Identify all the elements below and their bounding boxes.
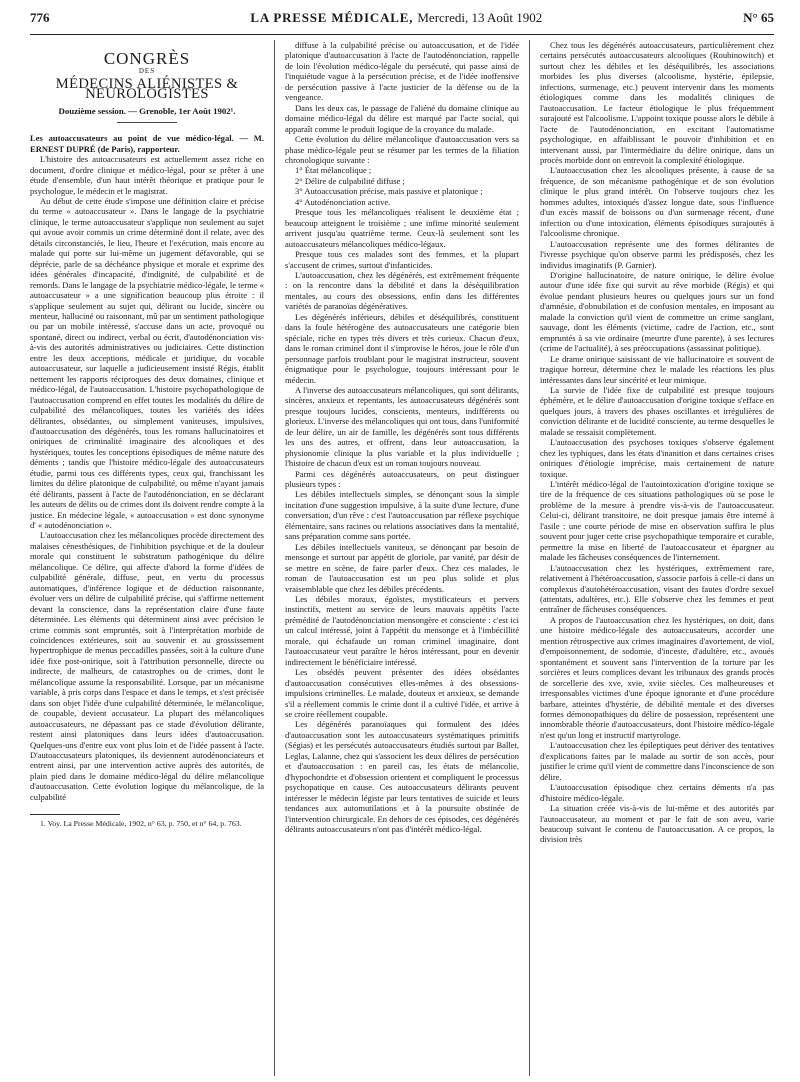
paragraph: Presque tous ces malades sont des femmes, et la plupart s'accusent de crimes, surtout d'infanticides. bbox=[285, 249, 519, 270]
paragraph: 3° Autoaccusation précise, mais passive et platonique ; bbox=[295, 186, 483, 197]
issue-number: N° 65 bbox=[743, 10, 774, 25]
paragraph: 2° Délire de culpabilité diffuse ; bbox=[295, 175, 405, 186]
paragraph: A l'inverse des autoaccusateurs mélancoliques, qui sont délirants, sincères, anxieux et repentants, les autoaccusateurs dégénérés sont presque toujours lucides, conscients, menteurs, indifférents ou glorieux. L'inverse des mélancoliques qui ont tous, dans l'uniformité de leur délire, un air de famille, les dégénérés sont tous différents les uns des autres, et offrent, dans leur autoaccusation, la physionomie clinique la plus variable et la plus individuelle ; l'histoire de chacun d'eux est un roman toujours nouveau. bbox=[285, 384, 519, 469]
footnote-rule bbox=[30, 814, 120, 815]
paragraph: L'autoaccusation chez les épileptiques peut dériver des tentatives d'explications faites par le malade au sortir de son accès, pour justifier le crime qu'il vient de commettre dans l'inconscience de son délire. bbox=[540, 740, 774, 782]
paragraph: Les débiles moraux, égoïstes, mystificateurs et pervers instinctifs, mettent au service de leurs mauvais appétits l'acte prémédité de l'autodénonciation mensongère et consciente : c'est ici un calcul intéressé, joint à l'appétit du mensonge et à l'imbécillité morale, qui échafaude un roman criminel imaginaire, dont l'autoaccusateur veut paraître le héros intéressant, pour en devenir indirectement le bénéficiaire intéressé. bbox=[285, 594, 519, 667]
article-columns bbox=[30, 40, 774, 1076]
paragraph: L'autoaccusation épisodique chez certains déments n'a pas d'histoire médico-légale. bbox=[540, 782, 774, 803]
paragraph: Au début de cette étude s'impose une définition claire et précise du terme « autoaccusateur ». Dans le langage de la psychiatrie clinique, le terme autoaccusateur s'applique non seulement au sujet qui avoue avoir commis un crime déterminé dont il relate, avec des détails circonstanciés, le lieu, l'heure et l'exécution, mais encore au malade qui porte sur lui-même un jugement défavorable, qui se déprécie, parle de sa déchéance physique et morale et exprime des idées générales d'incapacité, d'indignité, de culpabilité et de remords. Dans le langage de la psychiatrie médico-légale, le terme « autoaccusateur » a une signification beaucoup plus étroite : il s'applique seulement au sujet qui, délirant ou lucide, sincère ou menteur, halluciné ou raisonnant, mû par un sentiment pathologique ou par un mobile intéressé, s'accuse dans un acte, provoqué ou spontané, direct ou indirect, verbal ou écrit, d'autodénonciation vis-à-vis des autorités administratives ou judiciaires. Cette distinction entre les deux acceptions, médicale et juridique, du vocable autoaccusateur, sur laquelle a judicieusement insisté Régis, établit nettement les rapports réciproques des deux domaines, clinique et médico-légal, de l'autoaccusation. L'histoire psychopathologique de l'autoaccusation comprend en effet toutes les modalités du délire de culpabilité des mélancoliques, toutes les variétés des idées délirantes, obsédantes, ou simplement vaniteuses, impulsives, d'autoaccusation des dégénérés, tous les romans hallucinatoires et oniriques de criminalité imaginaire des alcooliques et des hystériques, toutes les conceptions épisodiques de même nature des déments ; tandis que l'histoire médico-légale des autoaccusateurs étudie, parmi tous ces différents types, ceux qui, franchissant les limites du délire platonique de culpabilité, ou même n'ayant jamais été délirants, passent à l'acte de l'autodénonciation, en se déclarant les auteurs de délits ou de crimes dont ils doivent rendre compte à la justice. En médecine légale, « autoaccusation » est donc synonyme d' « autodénonciation ». bbox=[30, 195, 264, 531]
paragraph: L'autoaccusation représente une des formes délirantes de l'ivresse psychique qu'on observe parmi les prédisposés, chez les individus imaginatifs (P. Garnier). bbox=[540, 238, 774, 270]
section-heading bbox=[30, 49, 264, 123]
paragraph: L'intérêt médico-légal de l'autointoxication d'origine toxique se tire de la fréquence de ces situations pathologiques où se pose le problème de la mesure à prendre vis-à-vis de l'autoaccusateur. Celui-ci, délirant transitoire, ne doit presque jamais être interné à l'asile : une courte période de mise en observation suffira le plus souvent pour juger cette crise psychopathique temporaire et curable, permettre la mise en liberté de l'autoaccusateur et épargner au malade les fâcheuses conséquences de l'internement. bbox=[540, 479, 774, 563]
paragraph: L'autoaccusation chez les mélancoliques procède directement des malaises cénesthésiques, de l'inhibition psychique et de la douleur morale qui constituent le substratum pathogénique du délire mélancolique. Ce délire, qui affecte d'abord la forme d'idées de culpabilité générale, diffuse, peut, en vertu du processus automatiques, d'inférence logique et de déduction raisonnante, évoluer vers un délire de culpabilité précise, qui s'affirme nettement devant la conscience, dans la représentation claire d'une faute déterminée. Les éléments qui déterminent ainsi avec précision le crime commis sont empruntés, soit à l'interprétation morbide de coïncidences extérieures, soit au souvenir et au grossissement hypertrophique de menus peccadilles passées, soit à la culture d'une idée fixe post-onirique, soit à l'attribution personnelle, directe ou indirecte, de malheurs, de catastrophes ou de crimes, dont le mélancolique assume la responsabilité. Lorsque, par un mécanisme variable, à pris corps dans l'espace et dans le temps, et s'est précisée dans son objet l'idée d'une culpabilité déterminée, le mélancolique, de coupable, devient accusateur. La plupart des mélancoliques autoaccusateurs, ne dépassant pas ce stade d'évolution délirante, restent ainsi platoniques dans leurs idées d'autoaccusation. Quelques-uns d'entre eux vont plus loin et de l'idée passent à l'acte. D'autoaccusateurs platoniques, ils deviennent autodénonciateurs et entrent ainsi, par une intervention active auprès des autorités, de plain pied dans le domaine médico-légal du délire mélancolique d'autoaccusation. Cette évolution logique du mélancolique, de la culpabilité bbox=[30, 530, 264, 802]
paragraph: Parmi ces dégénérés autoaccusateurs, on peut distinguer plusieurs types : bbox=[285, 468, 519, 490]
journal-title bbox=[250, 10, 542, 26]
section-title: CONGRÈS bbox=[103, 49, 191, 68]
paragraph: 1° État mélancolique ; bbox=[295, 165, 372, 176]
article-title: Les autoaccusateurs au point de vue médico-légal. — M. ERNEST DUPRÉ (de Paris), rapporteur. bbox=[30, 133, 264, 154]
paragraph: L'autoaccusation chez les alcooliques présente, à cause de sa fréquence, de son mécanisme pathogénique et de son évolution clinique le plus grand intérêt. On l'observe toujours chez les hommes adultes, intoxiqués d'assez longue date, sous l'influence d'un excès massif de boissons ou d'un surmenage récent, d'une infection ou d'une intoxication, éléments épisodiques surajoutés à l'alcoolisme chronique. bbox=[540, 165, 774, 239]
paragraph: L'autoaccusation des psychoses toxiques s'observe également chez les typhiques, dans les états d'inanition et dans certaines crises oniriques d'étiologie imprécise, mais certainement de nature toxique. bbox=[540, 437, 774, 479]
paragraph: D'origine hallucinatoire, de nature onirique, le délire évolue autour d'une idée fixe qui survit au rêve morbide (Régis) et qui évolue pendant plusieurs heures ou quelques jours sur un fond d'amnésie, d'obnubilation et de confusion mentales, en imposant au malade la conviction qu'il vient de commettre un crime sanglant, sauvage, dont les éléments (victime, cadre de l'action, etc., sont empruntés à sa vie ordinaire (meurtre d'une parente), à ses lectures (crime de l'actualité), à ses préoccupations (assassinat politique). bbox=[540, 269, 774, 354]
paragraph: Le drame onirique saisissant de vie hallucinatoire et souvent de tragique horreur, détermine chez le malade les réactions les plus intéressantes dans leur sincérité et leur mimique. bbox=[540, 353, 774, 385]
paragraph: Cette évolution du délire mélancolique d'autoaccusation vers sa phase médico-légale peut se résumer par les termes de la filiation chronologique suivante : bbox=[285, 134, 519, 165]
paragraph: L'autoaccusation chez les hystériques, extrêmement rare, relativement à l'hétéroaccusation, s'associe parfois à celle-ci dans un complexus d'autohétéroaccusation, visant des fautes d'ordre sexuel (attentats, adultères, etc.). Elle s'observe chez les femmes et peut entraîner de fâcheuses conséquences. bbox=[540, 562, 774, 615]
heading-divider bbox=[117, 122, 177, 123]
paragraph: L'histoire des autoaccusateurs est actuellement assez riche en document, d'ordre clinique et médico-légal, pour se prêter à une étude d'ensemble, d'un haut intérêt théorique et pratique pour le psychologue, le médecin et le magistrat. bbox=[30, 154, 264, 196]
paragraph: Les débiles intellectuels simples, se dénonçant sous la simple incitation d'une suggestion impulsive, à la suite d'une lecture, d'une conversation, d'un rêve : c'est l'autoaccusation par réflexe psychique élémentaire, sans racines ou relations associatives dans la mentalité, sans préparation comme sans portée. bbox=[285, 489, 519, 542]
paragraph: 4° Autodénonciation active. bbox=[295, 196, 391, 207]
section-subtitle: MÉDECINS ALIÉNISTES & NEUROLOGISTES bbox=[55, 75, 239, 103]
running-head bbox=[30, 10, 774, 35]
paragraph: La situation créée vis-à-vis de lui-même et des autorités par l'autoaccusateur, au moment et par le fait de son aveu, varie beaucoup suivant le contenu de l'autoaccusation. A ce propos, la division très bbox=[540, 803, 774, 845]
footnote: 1. Voy. La Presse Médicale, 1902, n° 63, p. 750, et n° 64, p. 763. bbox=[40, 819, 242, 829]
column-1 bbox=[30, 40, 264, 1076]
column-divider bbox=[529, 40, 530, 1076]
section-des: DES bbox=[138, 67, 156, 76]
paragraph: Presque tous les mélancoliques réalisent le deuxième état ; beaucoup atteignent le troisième ; une infime minorité seulement arrivent jusqu'au quatrième terme. Ceux-là seulement sont les autoaccusateurs mélancoliques médico-légaux. bbox=[285, 207, 519, 249]
issue-date: Mercredi, 13 Août 1902 bbox=[417, 10, 543, 25]
session-line: Douzième session. — Grenoble, 1er Août 1902¹. bbox=[58, 105, 236, 116]
paragraph: Les obsédés peuvent présenter des idées obsédantes d'autoaccusation consécutives elles-mêmes à des obsessions-impulsions criminelles. Le malade, douteux et anxieux, se demande s'il a réellement commis le crime dont il a cultivé l'idée, et arrive à se croire réellement coupable. bbox=[285, 667, 519, 719]
column-3 bbox=[540, 40, 774, 1076]
paragraph: La survie de l'idée fixe de culpabilité est presque toujours éphémère, et le délire d'autoaccusation d'origine toxique s'efface en quelques jours, à travers des phases oscillantes et irrégulières de conviction délirante et de lucidité consciente, au terme desquelles le malade se ressaisit complètement. bbox=[540, 384, 774, 437]
paragraph: Les dégénérés inférieurs, débiles et déséquilibrés, constituent dans la foule hétérogène des autoaccusateurs une catégorie bien spéciale, riche en types très divers et très curieux. Chacun d'eux, dans le roman criminel dont il s'improvise le héros, joue le rôle d'un personnage parfois troublant pour le magistrat instructeur, souvent énigmatique pour le psychologue, toujours intéressant pour le médecin. bbox=[285, 311, 519, 385]
paragraph: L'autoaccusation, chez les dégénérés, est extrêmement fréquente : on la rencontre dans la débilité et dans la déséquilibration mentales, au cours des obsessions, enfin dans les différentes variétés de paranoïas dégénératives. bbox=[285, 269, 519, 312]
paragraph: Les dégénérés paranoïaques qui formulent des idées d'autoaccusation sont les autoaccusateurs systématiques primitifs (Ségias) et les persécutés autoaccusateurs étudiés surtout par Ballet, Leglas, Lalanne, chez qui s'associent les deux délires de persécution et d'autoaccusation : en pareil cas, les états de mélancolie, d'hypochondrie et d'obsession orientent et compliquent le processus psychopatique en cause. Ces autoaccusateurs délirants peuvent intéresser le médecin légiste par leurs tentatives de suicide et leurs tendances aux automutilations et à la poursuite obstinée de l'intervention chirurgicale. En dehors de ces épisodes, ces dégénérés délirants autoaccusateurs n'ont pas d'intérêt médico-légal. bbox=[285, 719, 519, 834]
paragraph: Les débiles intellectuels vaniteux, se dénonçant par besoin de mensonge et surtout par appétit de gloriole, par vanité, par désir de se mettre en scène, de faire parler d'eux. Chez ces malades, le roman de l'autoaccusation est un peu plus solide et plus vraisemblable que chez les débiles précédents. bbox=[285, 541, 519, 594]
paragraph: diffuse à la culpabilité précise ou autoaccusation, et de l'idée platonique d'autoaccusation à l'acte de l'autodénonciation, rappelle de loin l'évolution médico-légale du persécuté, qui passe ainsi de l'inquiétude vague à la persécution précise, et de l'idée inoffensive de persécution passive à l'acte justicier de la défense ou de la vengeance. bbox=[285, 40, 519, 103]
journal-name: LA PRESSE MÉDICALE, bbox=[250, 10, 414, 25]
paragraph: Dans les deux cas, le passage de l'aliéné du domaine clinique au domaine médico-légal du délire est marqué par l'acte social, qui apparaît comme le produit logique de la croyance du malade. bbox=[285, 102, 519, 134]
column-divider bbox=[274, 40, 275, 1076]
page-number: 776 bbox=[30, 10, 50, 25]
column-2 bbox=[285, 40, 519, 1076]
paragraph: Chez tous les dégénérés autoaccusateurs, particulièrement chez certains persécutés autoaccusateurs alcooliques (Roubinowitch) et surtout chez les débiles et les déséquilibrés, les associations morbides les plus diverses (alcoolisme, hystérie, épilepsie, infections, surmenage, etc.) peuvent intervenir dans les moments étiologiques comme dans les modalités cliniques de l'autoaccusation. Le facteur étiologique le plus fréquemment surajouté est l'alcoolisme. L'appoint toxique pousse alors le débile à l'acte de l'autodénonciation, en excitant l'automatisme psychologique, en affaiblissant le pouvoir d'inhibition et en intervenant aussi, par l'intermédiaire du délire onirique, dans un procès morbide dont on entrevoit la complexité étiologique. bbox=[540, 40, 774, 165]
paragraph: A propos de l'autoaccusation chez les hystériques, on doit, dans une histoire médico-légale des autoaccusateurs, accorder une mention rétrospective aux crimes imaginaires d'avortement, de viol, d'empoisonnement, de sodomie, d'inceste, d'adultère, etc., avoués spontanément et souvent sans l'intervention de la torture par les sorcières et leurs complices devant les tribunaux des grands procès de sorcellerie des xve, xvie, xviie siècles. Ces malheureuses et irresponsables victimes d'une époque ignorante et d'une procédure barbare, atteintes d'hystérie, de débilité mentale et des diverses formes démonopathiques du délire de possession, représentent une innombrable théorie d'autoaccusateurs, dont l'histoire médico-légale n'est qu'un long et instructif martyrologe. bbox=[540, 614, 774, 740]
